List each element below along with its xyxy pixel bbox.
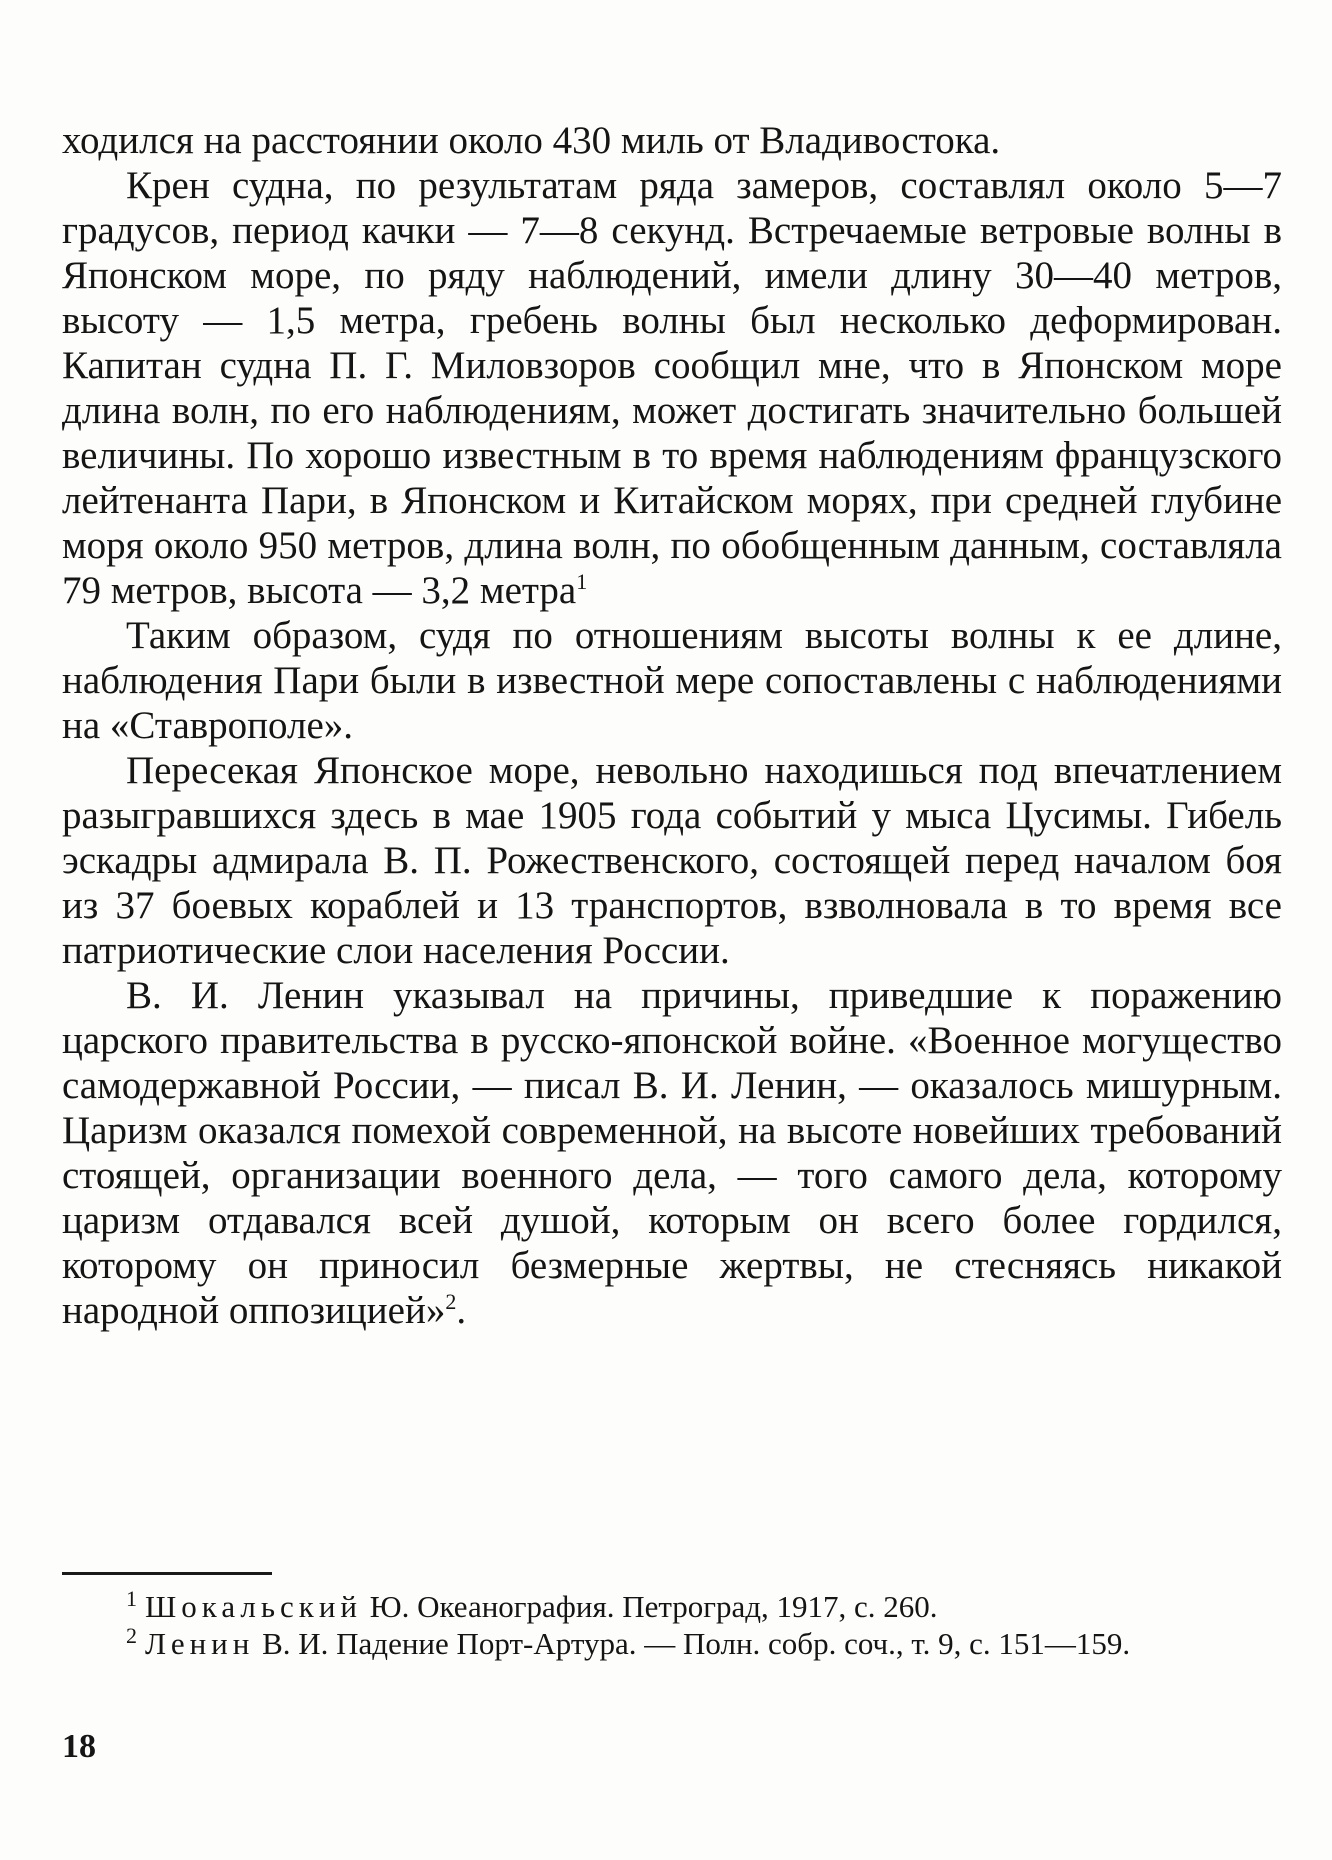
footnote-text-2: В. И. Падение Порт-Артура. — Полн. собр. соч., т. 9, с. 151—159. <box>254 1626 1131 1661</box>
footnote-1 <box>62 1585 1282 1625</box>
paragraph-2: Крен судна, по результатам ряда замеров, составлял около 5—7 градусов, период качки — 7—8 секунд. Встречаемые ветровые волны в Японском море, по ряду наблюдений, имели длину 30—40 метров, высоту — 1,5 метра, гребень волны был несколько деформирован. Капитан судна П. Г. Миловзоров сообщил мне, что в Японском море длина волн, по его наблюдениям, может достигать значительно большей величины. По хорошо известным в то время наблюдениям французского лейтенанта Пари, в Японском и Китайском морях, при средней глубине моря около 950 метров, длина волн, по обобщенным данным, составляла 79 метров, высота — 3,2 метра$^1$ <box>62 164 1282 612</box>
footnote-ref-2: 2 <box>445 1289 457 1314</box>
footnote-mark-2: 2 <box>126 1622 137 1648</box>
footnote-mark-1: 1 <box>126 1585 137 1611</box>
footnote-author-2: Ленин <box>145 1626 255 1661</box>
paragraph-5: В. И. Ленин указывал на причины, приведшие к поражению царского правительства в русско-японской войне. «Военное могущество самодержавной России, — писал В. И. Ленин, — оказалось мишурным. Царизм оказался помехой современной, на высоте новейших требований стоящей, организации военного дела, — того самого дела, которому царизм отдавался всей душой, которым он всего более гордился, которому он приносил безмерные жертвы, не стесняясь никакой народной оппозицией»$^2$. <box>62 974 1282 1332</box>
footnote-2 <box>62 1622 1282 1662</box>
footnotes <box>62 1585 1282 1662</box>
page-number: 18 <box>62 1728 96 1765</box>
paragraph-1: ходился на расстоянии около 430 миль от Владивостока. <box>62 119 1001 162</box>
paragraph-3: Таким образом, судя по отношениям высоты волны к ее длине, наблюдения Пари были в известной мере сопоставлены с наблюдениями на «Ставрополе». <box>62 614 1282 747</box>
paragraph-4: Пересекая Японское море, невольно находишься под впечатлением разыгравшихся здесь в мае 1905 года событий у мыса Цусимы. Гибель эскадры адмирала В. П. Рожественского, состоящей перед началом боя из 37 боевых кораблей и 13 транспортов, взволновала в то время все патриотические слои населения России. <box>62 749 1282 972</box>
main-text <box>62 118 1282 1333</box>
footnote-ref-1: 1 <box>576 569 588 594</box>
footnote-text-1: Ю. Океанография. Петроград, 1917, с. 260. <box>362 1589 938 1624</box>
footnote-author-1: Шокальский <box>145 1589 363 1624</box>
footnote-divider <box>62 1572 272 1575</box>
